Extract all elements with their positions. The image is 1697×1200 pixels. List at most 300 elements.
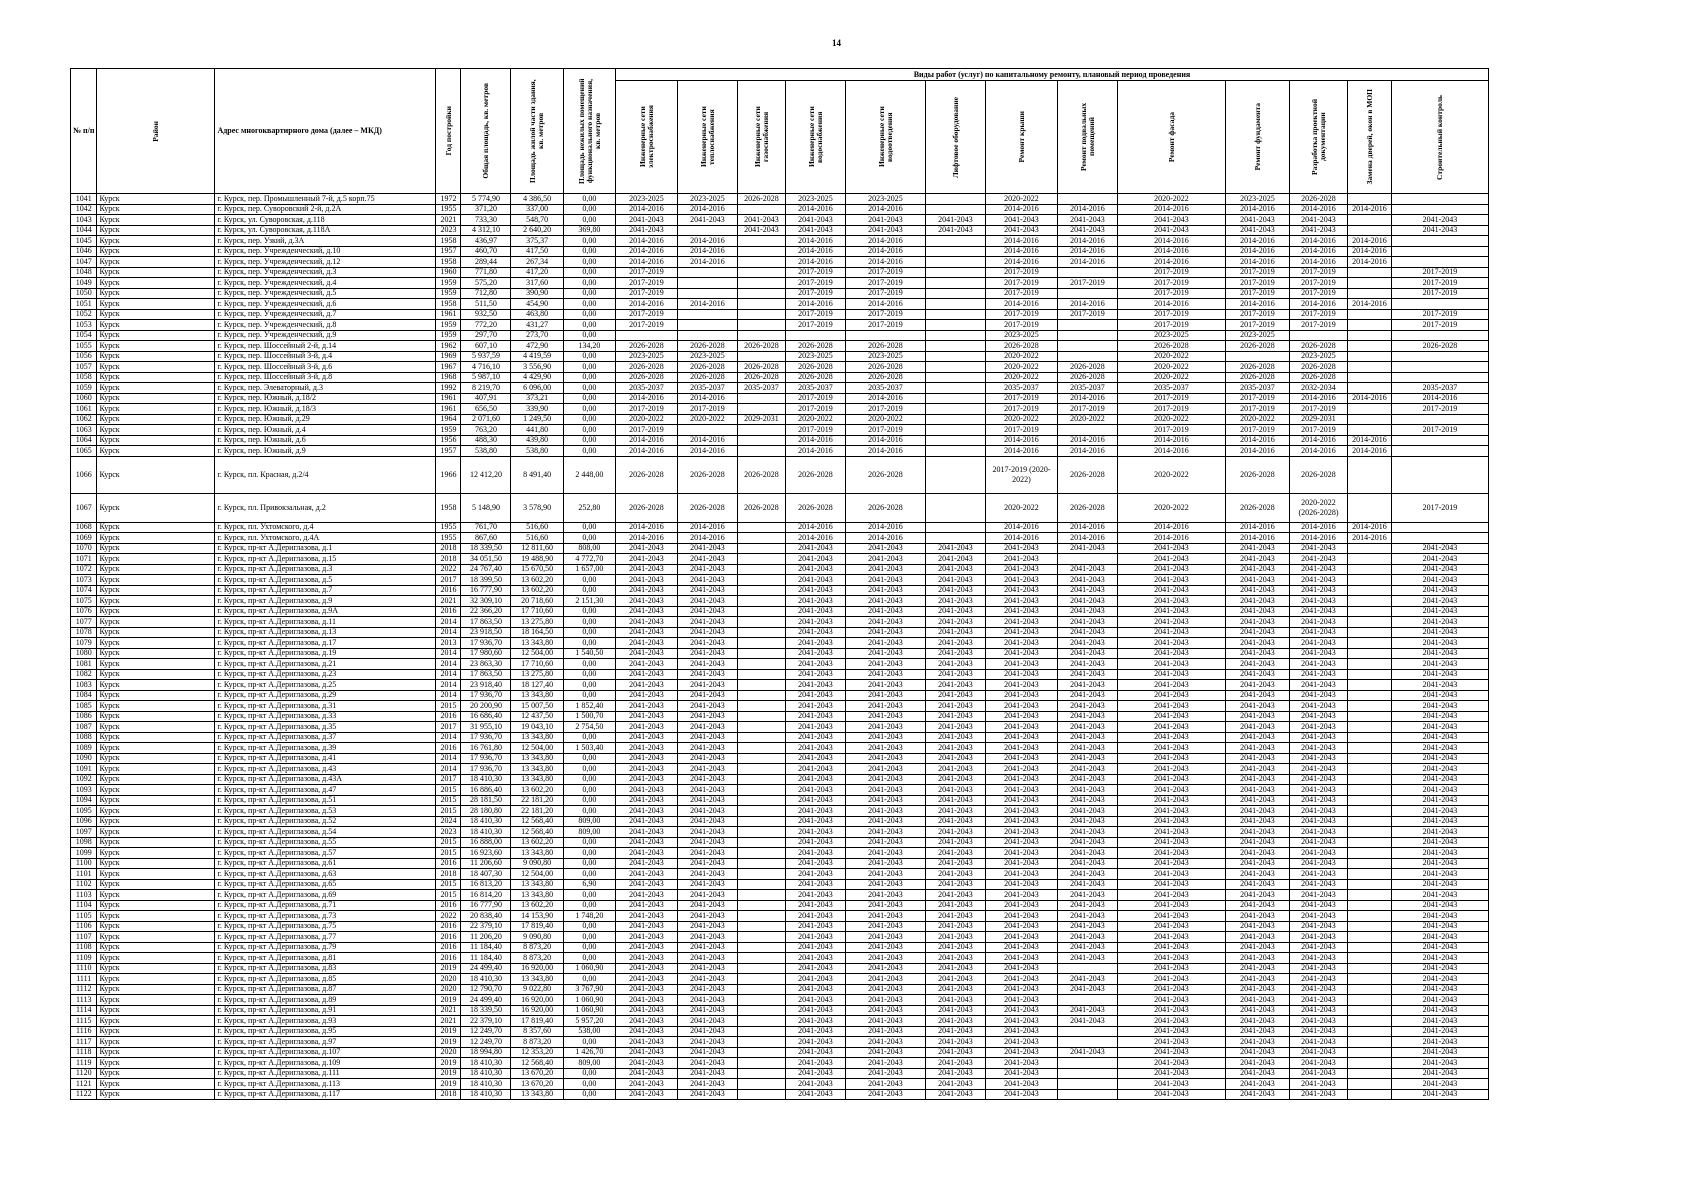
table-cell: 2041-2043: [785, 1079, 845, 1090]
table-cell: 2041-2043: [1391, 1058, 1488, 1069]
table-cell: 1069: [71, 533, 97, 544]
table-cell: 2020-2022: [1057, 414, 1117, 425]
table-cell: 2041-2043: [1289, 1058, 1347, 1069]
table-cell: [1347, 680, 1391, 691]
table-cell: 2041-2043: [677, 596, 737, 607]
table-cell: Курск: [97, 774, 215, 785]
table-cell: 1109: [71, 953, 97, 964]
table-cell: г. Курск, пр-кт А.Дериглазова, д.113: [215, 1079, 436, 1090]
table-cell: 2014: [436, 659, 461, 670]
table-row: [71, 690, 1489, 701]
table-cell: Курск: [97, 575, 215, 586]
table-cell: 2041-2043: [785, 795, 845, 806]
table-cell: Курск: [97, 879, 215, 890]
table-cell: 2041-2043: [785, 543, 845, 554]
table-cell: 2041-2043: [1117, 554, 1225, 565]
table-cell: г. Курск, пр-кт А.Дериглазова, д.19: [215, 648, 436, 659]
table-cell: 2017-2019: [1117, 267, 1225, 278]
table-cell: 2017-2019: [1391, 278, 1488, 289]
table-cell: 2041-2043: [985, 837, 1057, 848]
table-cell: 2019: [436, 1079, 461, 1090]
table-cell: 2014-2016: [985, 533, 1057, 544]
table-cell: [1391, 435, 1488, 446]
table-cell: 17 710,60: [511, 606, 563, 617]
table-row: [71, 722, 1489, 733]
table-cell: 2014-2016: [1057, 533, 1117, 544]
col-header-address: Адрес многоквартирного дома (далее – МКД): [215, 69, 436, 194]
table-cell: [737, 942, 785, 953]
table-cell: 1075: [71, 596, 97, 607]
table-cell: 2041-2043: [1391, 764, 1488, 775]
table-cell: 2017-2019: [1391, 320, 1488, 331]
table-cell: 2041-2043: [1117, 1016, 1225, 1027]
table-cell: 1089: [71, 743, 97, 754]
table-cell: 1 426,70: [563, 1047, 615, 1058]
table-cell: Курск: [97, 194, 215, 205]
table-cell: 538,80: [511, 446, 563, 457]
table-cell: 5 957,20: [563, 1016, 615, 1027]
table-cell: 2041-2043: [785, 585, 845, 596]
table-cell: [1347, 953, 1391, 964]
table-cell: 2017-2019: [785, 393, 845, 404]
table-cell: 2041-2043: [985, 1047, 1057, 1058]
table-cell: г. Курск, пр-кт А.Дериглазова, д.83: [215, 963, 436, 974]
table-cell: 2026-2028: [737, 194, 785, 205]
table-cell: 2041-2043: [1117, 722, 1225, 733]
table-cell: 2041-2043: [985, 596, 1057, 607]
table-cell: 2014-2016: [1225, 522, 1289, 533]
table-cell: 0,00: [563, 414, 615, 425]
table-cell: 2041-2043: [677, 638, 737, 649]
table-cell: 2041-2043: [985, 974, 1057, 985]
table-cell: 2041-2043: [677, 879, 737, 890]
table-cell: [737, 404, 785, 415]
table-cell: 2041-2043: [845, 215, 925, 226]
table-cell: [1347, 278, 1391, 289]
table-cell: 2041-2043: [845, 669, 925, 680]
table-row: [71, 669, 1489, 680]
table-cell: 2041-2043: [1225, 963, 1289, 974]
table-cell: [737, 575, 785, 586]
table-cell: 2017-2019: [1225, 425, 1289, 436]
table-cell: 2041-2043: [785, 942, 845, 953]
table-cell: 2041-2043: [985, 890, 1057, 901]
table-cell: 2019: [436, 995, 461, 1006]
table-cell: [1347, 659, 1391, 670]
table-cell: Курск: [97, 246, 215, 257]
table-cell: 2014-2016: [985, 246, 1057, 257]
table-cell: 2014-2016: [1225, 204, 1289, 215]
table-cell: г. Курск, пр-кт А.Дериглазова, д.71: [215, 900, 436, 911]
table-cell: 2041-2043: [1225, 215, 1289, 226]
table-cell: 2014-2016: [785, 299, 845, 310]
table-cell: 2014: [436, 648, 461, 659]
table-cell: 2041-2043: [1391, 879, 1488, 890]
table-cell: [1347, 848, 1391, 859]
table-cell: 1059: [71, 383, 97, 394]
table-cell: 2017-2019: [615, 425, 677, 436]
table-cell: 2017: [436, 774, 461, 785]
table-cell: г. Курск, пр-кт А.Дериглазова, д.55: [215, 837, 436, 848]
table-cell: 0,00: [563, 932, 615, 943]
table-cell: 0,00: [563, 690, 615, 701]
table-cell: 2041-2043: [845, 1037, 925, 1048]
table-cell: [1347, 932, 1391, 943]
table-cell: 2041-2043: [925, 764, 985, 775]
table-cell: 2014-2016: [1225, 299, 1289, 310]
table-cell: г. Курск, пр-кт А.Дериглазова, д.13: [215, 627, 436, 638]
table-cell: 2041-2043: [845, 932, 925, 943]
table-cell: 2041-2043: [615, 827, 677, 838]
table-cell: 2014: [436, 680, 461, 691]
table-cell: 2041-2043: [1289, 942, 1347, 953]
table-cell: 2041-2043: [677, 1026, 737, 1037]
table-cell: 2041-2043: [985, 659, 1057, 670]
table-cell: 2041-2043: [1225, 606, 1289, 617]
table-row: [71, 795, 1489, 806]
table-cell: [737, 1058, 785, 1069]
table-cell: [1391, 236, 1488, 247]
table-cell: [925, 351, 985, 362]
table-cell: 1063: [71, 425, 97, 436]
table-cell: 1060: [71, 393, 97, 404]
table-cell: 2026-2028: [985, 341, 1057, 352]
table-cell: 2026-2028: [737, 493, 785, 522]
table-cell: 2017-2019: [615, 320, 677, 331]
table-cell: 16 777,90: [461, 900, 511, 911]
table-cell: 2017-2019: [845, 278, 925, 289]
table-cell: 2014-2016: [1347, 257, 1391, 268]
table-cell: 2041-2043: [1289, 879, 1347, 890]
table-cell: г. Курск, пер. Учрежденческий, д.5: [215, 288, 436, 299]
table-cell: 2041-2043: [615, 617, 677, 628]
table-cell: 18 410,30: [461, 1079, 511, 1090]
table-cell: 2041-2043: [1391, 1047, 1488, 1058]
table-cell: 1099: [71, 848, 97, 859]
table-cell: 2041-2043: [785, 1089, 845, 1100]
table-cell: 1956: [436, 435, 461, 446]
table-cell: 2041-2043: [677, 848, 737, 859]
table-cell: 2041-2043: [1117, 795, 1225, 806]
table-cell: 407,91: [461, 393, 511, 404]
table-cell: 2014-2016: [785, 446, 845, 457]
table-cell: 2017-2019: [1391, 309, 1488, 320]
table-cell: 2041-2043: [615, 921, 677, 932]
table-cell: 2020-2022: [985, 194, 1057, 205]
table-cell: 441,80: [511, 425, 563, 436]
table-cell: 1957: [436, 246, 461, 257]
table-cell: 2041-2043: [1225, 554, 1289, 565]
table-cell: [1391, 299, 1488, 310]
table-cell: 1116: [71, 1026, 97, 1037]
table-cell: 2041-2043: [1225, 1005, 1289, 1016]
table-cell: 1045: [71, 236, 97, 247]
table-cell: Курск: [97, 711, 215, 722]
table-cell: [737, 278, 785, 289]
table-cell: 2041-2043: [677, 1047, 737, 1058]
table-cell: 2014-2016: [1289, 236, 1347, 247]
col-header-basement: Ремонт подвальных помещений: [1057, 81, 1117, 194]
table-cell: 1096: [71, 816, 97, 827]
table-cell: 2014-2016: [785, 246, 845, 257]
table-cell: 2017-2019: [1289, 288, 1347, 299]
table-cell: 3 556,90: [511, 362, 563, 373]
table-cell: [1347, 585, 1391, 596]
table-cell: 463,80: [511, 309, 563, 320]
table-cell: 1071: [71, 554, 97, 565]
col-header-drainage: Инженерные сети водоотведения: [845, 81, 925, 194]
table-cell: 2041-2043: [615, 774, 677, 785]
table-cell: 2041-2043: [615, 596, 677, 607]
table-cell: [1347, 638, 1391, 649]
table-cell: [1289, 330, 1347, 341]
table-cell: 0,00: [563, 900, 615, 911]
table-cell: 2014-2016: [985, 204, 1057, 215]
table-cell: [1391, 446, 1488, 457]
table-cell: 2014-2016: [845, 246, 925, 257]
table-cell: 2041-2043: [1117, 921, 1225, 932]
table-cell: 2041-2043: [845, 848, 925, 859]
table-cell: 2041-2043: [737, 225, 785, 236]
table-cell: 2026-2028: [845, 341, 925, 352]
table-cell: 2035-2037: [1117, 383, 1225, 394]
table-cell: 2041-2043: [845, 1089, 925, 1100]
table-cell: 13 275,80: [511, 617, 563, 628]
table-cell: г. Курск, пр-кт А.Дериглазова, д.5: [215, 575, 436, 586]
table-cell: г. Курск, пр-кт А.Дериглазова, д.65: [215, 879, 436, 890]
table-cell: 2041-2043: [615, 995, 677, 1006]
table-cell: 2041-2043: [1225, 617, 1289, 628]
table-cell: 2020-2022: [985, 362, 1057, 373]
table-row: [71, 1026, 1489, 1037]
table-cell: [925, 236, 985, 247]
table-cell: [925, 493, 985, 522]
table-cell: 2017-2019: [1057, 404, 1117, 415]
table-cell: 2041-2043: [925, 827, 985, 838]
table-cell: 2014-2016: [845, 522, 925, 533]
table-cell: 2026-2028: [615, 456, 677, 493]
table-cell: 2026-2028: [1289, 456, 1347, 493]
table-cell: [737, 288, 785, 299]
table-cell: 2041-2043: [615, 963, 677, 974]
table-cell: 18 994,80: [461, 1047, 511, 1058]
table-cell: 2041-2043: [1391, 1005, 1488, 1016]
table-cell: 2023-2025: [1225, 194, 1289, 205]
table-cell: Курск: [97, 1005, 215, 1016]
table-row: [71, 330, 1489, 341]
table-cell: 2020-2022: [985, 414, 1057, 425]
table-cell: 23 918,50: [461, 627, 511, 638]
table-cell: 2017-2019: [785, 320, 845, 331]
table-cell: 2041-2043: [677, 722, 737, 733]
table-cell: 2041-2043: [925, 890, 985, 901]
table-cell: 8 491,40: [511, 456, 563, 493]
table-cell: 2024: [436, 816, 461, 827]
table-cell: 2041-2043: [925, 722, 985, 733]
table-row: [71, 911, 1489, 922]
table-cell: 2041-2043: [677, 827, 737, 838]
table-cell: Курск: [97, 225, 215, 236]
table-cell: 2041-2043: [925, 911, 985, 922]
table-cell: Курск: [97, 732, 215, 743]
table-row: [71, 393, 1489, 404]
table-cell: 16 920,00: [511, 995, 563, 1006]
table-cell: 0,00: [563, 299, 615, 310]
table-cell: 2014-2016: [677, 236, 737, 247]
table-cell: 1062: [71, 414, 97, 425]
table-row: [71, 299, 1489, 310]
col-header-num: № п/п: [71, 69, 97, 194]
table-cell: 0,00: [563, 257, 615, 268]
table-cell: 2041-2043: [925, 564, 985, 575]
table-cell: 2041-2043: [845, 974, 925, 985]
table-cell: 2026-2028: [1289, 341, 1347, 352]
table-cell: г. Курск, пр-кт А.Дериглазова, д.52: [215, 816, 436, 827]
table-cell: 2017-2019: [985, 278, 1057, 289]
table-cell: 1082: [71, 669, 97, 680]
table-cell: 2014-2016: [1117, 236, 1225, 247]
table-cell: Курск: [97, 393, 215, 404]
table-cell: 2017-2019: [985, 425, 1057, 436]
table-cell: Курск: [97, 236, 215, 247]
table-cell: 2041-2043: [985, 680, 1057, 691]
table-cell: 2041-2043: [1057, 921, 1117, 932]
table-row: [71, 493, 1489, 522]
table-cell: 2017-2019: [1057, 309, 1117, 320]
table-cell: г. Курск, пр-кт А.Дериглазова, д.53: [215, 806, 436, 817]
table-cell: 2014-2016: [845, 204, 925, 215]
table-row: [71, 246, 1489, 257]
table-cell: 2041-2043: [1225, 225, 1289, 236]
table-cell: 2014-2016: [845, 533, 925, 544]
table-cell: 2041-2043: [1391, 669, 1488, 680]
table-cell: 2041-2043: [615, 575, 677, 586]
table-cell: [925, 246, 985, 257]
table-cell: [1057, 1079, 1117, 1090]
table-cell: 2041-2043: [985, 1005, 1057, 1016]
table-cell: 2041-2043: [1391, 1016, 1488, 1027]
table-cell: 2041-2043: [1057, 638, 1117, 649]
table-cell: 2026-2028: [737, 456, 785, 493]
table-cell: г. Курск, пер. Южный, д.9: [215, 446, 436, 457]
table-cell: 2 448,00: [563, 456, 615, 493]
table-cell: 2026-2028: [845, 456, 925, 493]
table-cell: [737, 1026, 785, 1037]
table-cell: 2016: [436, 942, 461, 953]
table-cell: 2017-2019: [1057, 278, 1117, 289]
table-row: [71, 215, 1489, 226]
table-cell: 2041-2043: [985, 1026, 1057, 1037]
table-cell: 2041-2043: [1289, 911, 1347, 922]
table-cell: г. Курск, пр-кт А.Дериглазова, д.43: [215, 764, 436, 775]
table-cell: [737, 921, 785, 932]
table-cell: 2041-2043: [677, 753, 737, 764]
table-cell: 2041-2043: [1289, 984, 1347, 995]
table-cell: 2014-2016: [985, 435, 1057, 446]
table-cell: 2041-2043: [1225, 1089, 1289, 1100]
table-cell: 2041-2043: [1289, 1016, 1347, 1027]
table-cell: 2041-2043: [1391, 753, 1488, 764]
table-cell: 17 936,70: [461, 732, 511, 743]
table-cell: 2017-2019: [1391, 493, 1488, 522]
table-cell: г. Курск, пр-кт А.Дериглазова, д.25: [215, 680, 436, 691]
table-cell: 2035-2037: [615, 383, 677, 394]
table-cell: 2014: [436, 732, 461, 743]
table-cell: 488,30: [461, 435, 511, 446]
table-cell: 2016: [436, 743, 461, 754]
table-cell: 2041-2043: [615, 215, 677, 226]
table-cell: 2035-2037: [677, 383, 737, 394]
table-cell: [1347, 764, 1391, 775]
table-cell: 2041-2043: [925, 858, 985, 869]
table-cell: Курск: [97, 288, 215, 299]
table-cell: [1391, 246, 1488, 257]
table-cell: 2017-2019: [1117, 393, 1225, 404]
table-cell: 2017-2019: [985, 288, 1057, 299]
table-cell: 2014-2016: [1347, 446, 1391, 457]
table-cell: [737, 236, 785, 247]
table-cell: 2041-2043: [985, 911, 1057, 922]
table-row: [71, 984, 1489, 995]
table-cell: 13 602,20: [511, 837, 563, 848]
table-row: [71, 543, 1489, 554]
table-cell: 2041-2043: [615, 711, 677, 722]
table-cell: 371,20: [461, 204, 511, 215]
table-cell: 2041-2043: [1289, 690, 1347, 701]
table-cell: 2026-2028: [1117, 341, 1225, 352]
table-cell: 18 127,40: [511, 680, 563, 691]
table-cell: [737, 806, 785, 817]
table-cell: 1959: [436, 330, 461, 341]
table-cell: 18 399,50: [461, 575, 511, 586]
table-cell: 12 568,40: [511, 816, 563, 827]
table-row: [71, 869, 1489, 880]
table-cell: 2041-2043: [785, 690, 845, 701]
table-cell: 2041-2043: [985, 774, 1057, 785]
table-cell: 2041-2043: [1057, 848, 1117, 859]
table-cell: 2041-2043: [985, 743, 1057, 754]
table-cell: 2041-2043: [615, 1016, 677, 1027]
table-row: [71, 711, 1489, 722]
table-cell: 2026-2028: [615, 362, 677, 373]
table-row: [71, 953, 1489, 964]
table-row: [71, 288, 1489, 299]
table-cell: 2041-2043: [1225, 806, 1289, 817]
table-cell: 2014-2016: [1289, 257, 1347, 268]
table-cell: 2019: [436, 1068, 461, 1079]
table-cell: 2041-2043: [1289, 974, 1347, 985]
table-cell: 2 151,30: [563, 596, 615, 607]
table-cell: 2035-2037: [737, 383, 785, 394]
table-cell: 0,00: [563, 921, 615, 932]
table-cell: 2041-2043: [845, 806, 925, 817]
table-cell: [925, 393, 985, 404]
table-cell: 1959: [436, 288, 461, 299]
table-cell: [737, 743, 785, 754]
table-cell: 1 852,40: [563, 701, 615, 712]
table-cell: 15 007,50: [511, 701, 563, 712]
table-cell: 2026-2028: [1225, 493, 1289, 522]
table-cell: 2041-2043: [677, 1016, 737, 1027]
table-cell: 2017-2019 (2020-2022): [985, 456, 1057, 493]
table-cell: 0,00: [563, 278, 615, 289]
table-cell: 538,00: [563, 1026, 615, 1037]
table-cell: 2041-2043: [845, 690, 925, 701]
table-cell: г. Курск, пр-кт А.Дериглазова, д.23: [215, 669, 436, 680]
table-cell: [925, 456, 985, 493]
table-cell: [1347, 722, 1391, 733]
table-cell: 1969: [436, 351, 461, 362]
